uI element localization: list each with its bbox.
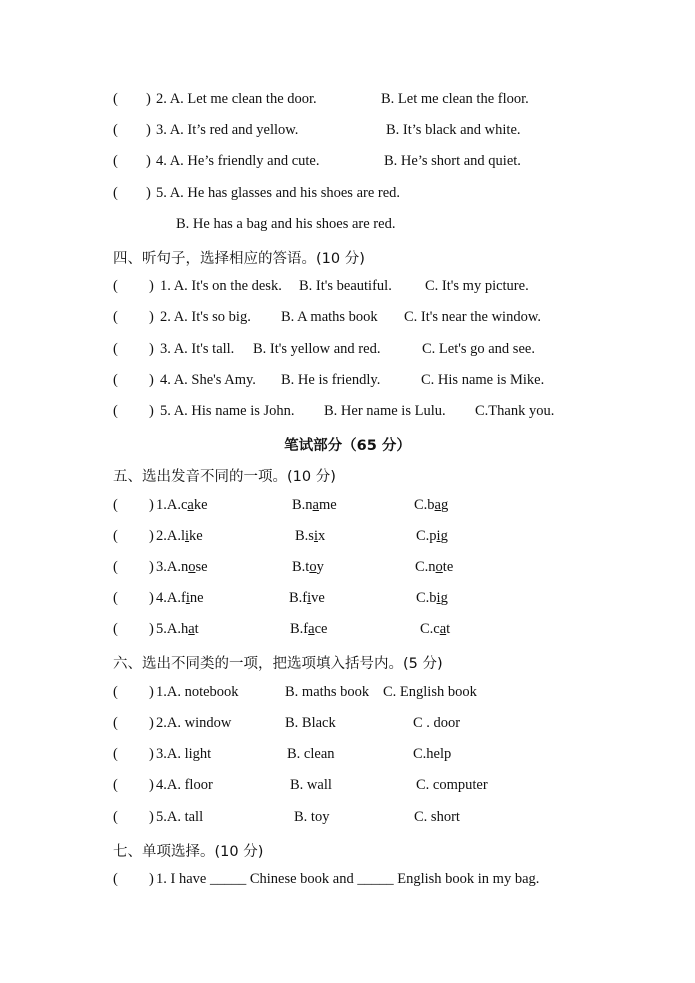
answer-paren-close: ) xyxy=(149,871,154,887)
answer-paren-open: ( xyxy=(113,309,118,325)
option-b: B. wall xyxy=(290,777,332,793)
option-a xyxy=(156,559,208,576)
option-a: 5.A. tall xyxy=(156,809,204,825)
written-part-title: 笔试部分（65 分） xyxy=(284,438,411,454)
word-part: B.t xyxy=(292,559,310,575)
option-b: B. He has a bag and his shoes are red. xyxy=(176,216,396,232)
word-part: ce xyxy=(314,621,328,637)
answer-paren-open: ( xyxy=(113,91,118,107)
option-b: B. It's beautiful. xyxy=(299,278,392,294)
underlined-letter: i xyxy=(307,590,312,606)
underlined-letter: i xyxy=(185,590,190,606)
option-b: B. maths book xyxy=(285,684,370,700)
word-part: ne xyxy=(189,590,204,606)
word-part: n xyxy=(180,559,189,575)
answer-paren-close: ) xyxy=(149,341,154,357)
option-a: 3. A. It's tall. xyxy=(160,341,235,357)
answer-paren-open: ( xyxy=(113,559,118,575)
answer-paren-close: ) xyxy=(149,559,154,575)
option-b xyxy=(292,559,324,576)
word-part: ke xyxy=(193,497,208,513)
option-c: C. It's my picture. xyxy=(425,278,529,294)
option-c xyxy=(414,497,448,514)
option-b xyxy=(289,590,325,607)
word-part: t xyxy=(446,621,451,637)
option-c xyxy=(416,590,448,607)
answer-paren-open: ( xyxy=(113,372,118,388)
answer-paren-close: ) xyxy=(149,497,154,513)
word-part: C.b xyxy=(414,497,435,513)
option-a: 5. A. His name is John. xyxy=(160,403,295,419)
option-b: B. Black xyxy=(285,715,336,731)
option-a: 3.A. light xyxy=(156,746,212,762)
word-part: x xyxy=(317,528,326,544)
section-5-heading: 五、选出发音不同的一项。(10 分) xyxy=(113,469,336,485)
word-part: te xyxy=(442,559,454,575)
word-part: t xyxy=(194,621,199,637)
underlined-letter: o xyxy=(188,559,196,575)
option-b: B. It’s black and white. xyxy=(386,122,521,138)
answer-paren-open: ( xyxy=(113,528,118,544)
word-part: B.s xyxy=(295,528,314,544)
option-b xyxy=(295,528,325,545)
answer-paren-open: ( xyxy=(113,153,118,169)
word-part: C.c xyxy=(420,621,440,637)
word-part: g xyxy=(440,590,448,606)
question-number: 3.A. xyxy=(156,559,181,575)
option-c: C.help xyxy=(413,746,452,762)
option-c: C. It's near the window. xyxy=(404,309,541,325)
option-a xyxy=(156,497,208,514)
answer-paren-close: ) xyxy=(149,278,154,294)
option-c: C. His name is Mike. xyxy=(421,372,545,388)
option-b: B. Her name is Lulu. xyxy=(324,403,446,419)
answer-paren-close: ) xyxy=(149,621,154,637)
underlined-letter: a xyxy=(434,497,441,513)
word-part: c xyxy=(180,497,188,513)
answer-paren-open: ( xyxy=(113,871,118,887)
underlined-letter: o xyxy=(435,559,443,575)
question-number: 5.A. xyxy=(156,621,181,637)
word-part: B.f xyxy=(290,621,309,637)
word-part: y xyxy=(316,559,324,575)
answer-paren-open: ( xyxy=(113,746,118,762)
answer-paren-open: ( xyxy=(113,278,118,294)
answer-paren-open: ( xyxy=(113,497,118,513)
option-c: C. computer xyxy=(416,777,488,793)
option-a xyxy=(156,590,204,607)
question-number: 4.A. xyxy=(156,590,181,606)
underlined-letter: o xyxy=(309,559,317,575)
answer-paren-close: ) xyxy=(149,715,154,731)
option-a: 4.A. floor xyxy=(156,777,213,793)
word-part: ve xyxy=(311,590,325,606)
word-part: B.n xyxy=(292,497,313,513)
answer-paren-open: ( xyxy=(113,684,118,700)
word-part: h xyxy=(180,621,189,637)
answer-paren-open: ( xyxy=(113,777,118,793)
option-c: C.Thank you. xyxy=(475,403,555,419)
option-a: 2. A. Let me clean the door. xyxy=(156,91,317,107)
option-b: B. He is friendly. xyxy=(281,372,381,388)
option-a: 4. A. She's Amy. xyxy=(160,372,256,388)
option-b: B. It's yellow and red. xyxy=(253,341,381,357)
word-part: l xyxy=(180,528,186,544)
word-part: C.b xyxy=(416,590,437,606)
word-part: C.n xyxy=(415,559,436,575)
option-c: C. Let's go and see. xyxy=(422,341,535,357)
answer-paren-close: ) xyxy=(149,684,154,700)
answer-paren-close: ) xyxy=(146,122,151,138)
answer-paren-close: ) xyxy=(149,403,154,419)
option-c: C . door xyxy=(413,715,461,731)
word-part: ke xyxy=(189,528,203,544)
underlined-letter: i xyxy=(313,528,318,544)
question-number: 2.A. xyxy=(156,528,181,544)
answer-paren-open: ( xyxy=(113,403,118,419)
word-part: g xyxy=(440,528,448,544)
underlined-letter: i xyxy=(436,528,441,544)
option-c xyxy=(420,621,450,638)
section-7-heading: 七、单项选择。(10 分) xyxy=(113,844,264,860)
answer-paren-close: ) xyxy=(149,746,154,762)
option-a xyxy=(156,528,203,545)
answer-paren-open: ( xyxy=(113,715,118,731)
answer-paren-close: ) xyxy=(146,153,151,169)
word-part: se xyxy=(195,559,208,575)
underlined-letter: i xyxy=(436,590,441,606)
answer-paren-open: ( xyxy=(113,809,118,825)
answer-paren-open: ( xyxy=(113,341,118,357)
word-part: B.f xyxy=(289,590,308,606)
option-a: 1.A. notebook xyxy=(156,684,239,700)
option-a xyxy=(156,621,199,638)
option-a: 1. A. It's on the desk. xyxy=(160,278,282,294)
answer-paren-close: ) xyxy=(149,590,154,606)
option-c xyxy=(415,559,453,576)
option-a: 2. A. It's so big. xyxy=(160,309,251,325)
option-c: C. English book xyxy=(383,684,477,700)
answer-paren-close: ) xyxy=(149,528,154,544)
option-b: B. He’s short and quiet. xyxy=(384,153,521,169)
underlined-letter: i xyxy=(185,528,190,544)
answer-paren-open: ( xyxy=(113,590,118,606)
option-b xyxy=(292,497,337,514)
question-number: 1.A. xyxy=(156,497,181,513)
section-4-heading: 四、听句子，选择相应的答语。(10 分) xyxy=(113,251,365,267)
option-b xyxy=(290,621,327,638)
option-b: B. Let me clean the floor. xyxy=(381,91,529,107)
word-part: me xyxy=(318,497,337,513)
underlined-letter: a xyxy=(187,497,194,513)
option-c xyxy=(416,528,448,545)
question-text: 1. I have _____ Chinese book and _____ English book in my bag. xyxy=(156,871,540,887)
option-b: B. A maths book xyxy=(281,309,378,325)
answer-paren-close: ) xyxy=(149,809,154,825)
underlined-letter: a xyxy=(188,621,195,637)
option-a: 3. A. It’s red and yellow. xyxy=(156,122,299,138)
word-part: f xyxy=(180,590,186,606)
section-6-heading: 六、选出不同类的一项，把选项填入括号内。(5 分) xyxy=(113,656,443,672)
answer-paren-close: ) xyxy=(146,91,151,107)
option-a: 4. A. He’s friendly and cute. xyxy=(156,153,320,169)
answer-paren-close: ) xyxy=(149,777,154,793)
answer-paren-open: ( xyxy=(113,185,118,201)
underlined-letter: a xyxy=(308,621,315,637)
underlined-letter: a xyxy=(312,497,319,513)
option-c: C. short xyxy=(414,809,460,825)
answer-paren-close: ) xyxy=(146,185,151,201)
underlined-letter: a xyxy=(439,621,447,637)
word-part: g xyxy=(440,497,449,513)
option-a: 5. A. He has glasses and his shoes are red. xyxy=(156,185,401,201)
option-b: B. clean xyxy=(287,746,335,762)
answer-paren-open: ( xyxy=(113,122,118,138)
answer-paren-open: ( xyxy=(113,621,118,637)
option-b: B. toy xyxy=(294,809,330,825)
answer-paren-close: ) xyxy=(149,372,154,388)
word-part: C.p xyxy=(416,528,437,544)
option-a: 2.A. window xyxy=(156,715,232,731)
answer-paren-close: ) xyxy=(149,309,154,325)
